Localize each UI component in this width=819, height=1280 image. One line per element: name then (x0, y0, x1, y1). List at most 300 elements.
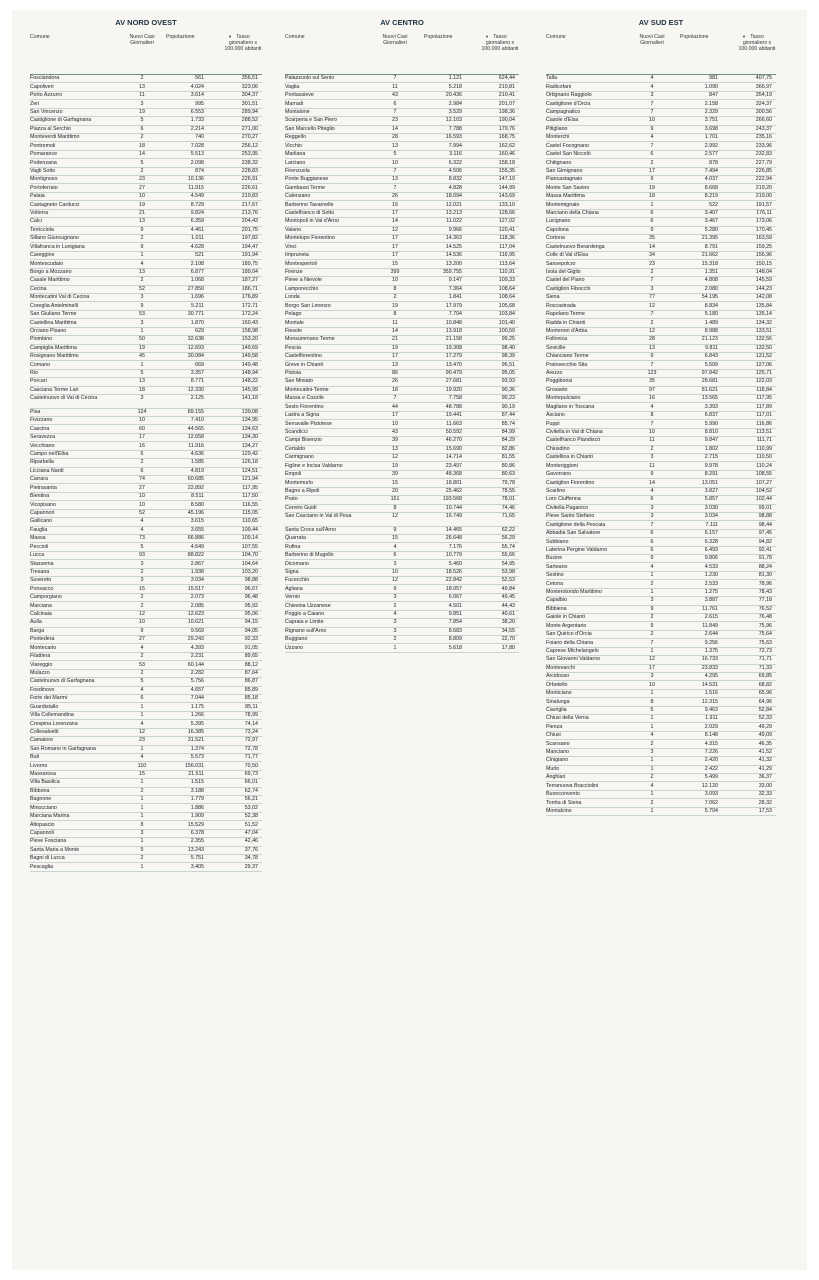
table-row (30, 560, 262, 568)
cell-tasso: 150,15 (755, 260, 772, 267)
table-row (30, 395, 262, 409)
cell-comune: Viareggio (30, 661, 53, 668)
cell-tasso: 74,46 (501, 504, 515, 511)
table-row (30, 830, 262, 838)
cell-nuovi-casi: 11 (649, 437, 655, 444)
cell-nuovi-casi: 6 (650, 538, 654, 545)
cell-nuovi-casi: 13 (139, 269, 145, 275)
cell-nuovi-casi: 13 (392, 142, 398, 149)
table-row (546, 538, 776, 546)
cell-tasso: 172,71 (241, 302, 258, 309)
header-comune[interactable]: Comune (546, 34, 566, 40)
cell-tasso: 235,16 (755, 134, 772, 141)
cell-nuovi-casi: 4 (393, 543, 397, 550)
column-av-nord-ovest (30, 10, 262, 872)
cell-comune: Campagnatico (546, 108, 581, 115)
cell-nuovi-casi: 1 (650, 765, 654, 772)
cell-nuovi-casi: 3 (140, 294, 144, 301)
cell-comune: Montale (285, 319, 304, 326)
cell-tasso: 104,64 (241, 560, 258, 567)
cell-nuovi-casi: 1 (650, 690, 654, 697)
table-row (285, 429, 519, 437)
table-row (285, 479, 519, 487)
cell-comune: Palaia (30, 193, 45, 200)
cell-tasso: 300,56 (755, 108, 772, 115)
cell-tasso: 75,64 (758, 631, 772, 638)
cell-popolazione: 4.501 (448, 602, 462, 609)
cell-comune: Rignano sull'Arno (285, 627, 327, 634)
cell-comune: Massa e Cozzile (285, 395, 324, 402)
cell-nuovi-casi: 23 (649, 260, 655, 267)
cell-comune: Torrita di Siena (546, 799, 582, 806)
cell-nuovi-casi: 7 (393, 108, 397, 115)
cell-nuovi-casi: 6 (393, 552, 397, 559)
table-row (30, 142, 262, 150)
cell-tasso: 109,33 (498, 277, 515, 284)
cell-tasso: 98,88 (758, 513, 772, 520)
cell-comune: Tresana (30, 568, 50, 575)
cell-nuovi-casi: 7 (650, 420, 654, 427)
cell-popolazione: 4.295 (704, 673, 718, 680)
table-row (30, 109, 262, 117)
cell-comune: Suvereto (30, 577, 52, 584)
cell-tasso: 96,51 (501, 361, 515, 368)
header-tasso[interactable]: Tasso giornaliero x 100.000 abitanti (224, 34, 262, 52)
cell-popolazione: 27.681 (445, 378, 462, 385)
cell-tasso: 71,77 (244, 754, 258, 761)
cell-comune: Capannori (30, 509, 55, 516)
cell-tasso: 210,81 (498, 83, 515, 90)
cell-popolazione: 2.085 (190, 602, 204, 609)
table-row (30, 863, 262, 871)
cell-comune: Piazza al Serchio (30, 125, 71, 132)
cell-comune: Castiglion Fiorentino (546, 479, 595, 486)
header-nuovi-casi[interactable]: Nuovi Casi Giornalieri (639, 34, 665, 46)
table-row (30, 476, 262, 484)
cell-nuovi-casi: 7 (650, 361, 654, 368)
cell-nuovi-casi: 3 (393, 594, 397, 601)
cell-popolazione: 44.565 (187, 425, 204, 432)
cell-popolazione: 5.211 (191, 302, 204, 309)
cell-comune: Vagli Sotto (30, 167, 56, 174)
cell-comune: Guardistallo (30, 703, 59, 710)
table-row (546, 521, 776, 529)
table-row (285, 328, 519, 336)
cell-tasso: 162,62 (498, 142, 515, 149)
cell-comune: Subbiano (546, 538, 569, 545)
cell-nuovi-casi: 14 (649, 243, 655, 250)
cell-popolazione: 9.847 (704, 437, 718, 444)
cell-nuovi-casi: 19 (139, 201, 145, 208)
cell-tasso: 144,99 (498, 184, 515, 191)
cell-tasso: 145,99 (241, 386, 258, 393)
cell-nuovi-casi: 13 (139, 378, 145, 385)
table-row (546, 555, 776, 563)
cell-nuovi-casi: 17 (392, 353, 398, 360)
cell-popolazione: 30.771 (187, 311, 204, 318)
cell-tasso: 148,04 (755, 269, 772, 275)
cell-nuovi-casi: 18 (392, 386, 398, 393)
cell-comune: Sestino (546, 572, 564, 579)
table-row (30, 218, 262, 226)
cell-nuovi-casi: 7 (650, 108, 654, 115)
cell-comune: Campi Bisenzio (285, 437, 322, 444)
table-row (546, 126, 776, 134)
cell-popolazione: 8.148 (704, 732, 718, 739)
cell-tasso: 98,40 (501, 344, 515, 351)
sort-desc-icon[interactable]: ▼ (228, 34, 232, 39)
cell-comune: Cortona (546, 235, 565, 242)
cell-nuovi-casi: 2 (650, 445, 654, 452)
cell-nuovi-casi: 4 (650, 732, 654, 739)
cell-popolazione: 10.136 (187, 176, 204, 183)
table-row (546, 345, 776, 353)
cell-comune: Calci (30, 218, 42, 225)
table-row (546, 681, 776, 689)
table-row (285, 611, 519, 619)
cell-popolazione: 25.462 (445, 487, 462, 494)
cell-popolazione: 5.499 (704, 774, 718, 781)
cell-comune: Castelnuovo di Garfagnana (30, 678, 95, 685)
cell-comune: Marciano della Chiana (546, 210, 599, 217)
cell-popolazione: 4.628 (190, 243, 204, 250)
table-row (546, 319, 776, 327)
cell-popolazione: 29.243 (187, 636, 204, 643)
sort-desc-icon[interactable]: ▼ (485, 34, 489, 39)
cell-tasso: 46,35 (758, 740, 772, 747)
table-row (546, 302, 776, 310)
cell-comune: Marradi (285, 100, 303, 107)
table-row (30, 788, 262, 796)
cell-comune: Vecchiano (30, 442, 55, 449)
table-row (546, 791, 776, 799)
table-row (30, 417, 262, 425)
cell-nuovi-casi: 44 (392, 403, 398, 410)
cell-popolazione: 21.511 (188, 771, 204, 778)
table-row (285, 142, 519, 150)
cell-comune: Montecarlo (30, 644, 57, 651)
cell-popolazione: 521 (195, 252, 204, 259)
cell-tasso: 127,06 (755, 361, 772, 368)
cell-nuovi-casi: 8 (650, 412, 654, 419)
cell-comune: Vaiano (285, 226, 302, 233)
cell-popolazione: 1.266 (190, 712, 204, 719)
cell-nuovi-casi: 4 (650, 782, 654, 789)
cell-popolazione: 3.357 (190, 370, 204, 377)
table-row (546, 513, 776, 521)
cell-comune: Ponsacco (30, 585, 54, 592)
cell-tasso: 238,32 (241, 159, 258, 166)
cell-tasso: 133,51 (755, 327, 772, 334)
cell-nuovi-casi: 23 (139, 176, 145, 183)
cell-tasso: 92,41 (758, 546, 772, 553)
cell-tasso: 69,85 (758, 673, 772, 680)
cell-nuovi-casi: 21 (139, 210, 145, 217)
cell-tasso: 17,53 (758, 808, 772, 814)
table-row (30, 151, 262, 159)
table-row (30, 838, 262, 846)
cell-tasso: 69,73 (244, 771, 258, 778)
cell-comune: Rio (30, 370, 38, 377)
cell-nuovi-casi: 2 (140, 602, 144, 609)
cell-comune: Agliana (285, 585, 303, 592)
cell-nuovi-casi: 6 (650, 218, 654, 225)
table-row (30, 619, 262, 627)
table-body (285, 74, 519, 653)
cell-comune: Magliano in Toscana (546, 403, 595, 410)
cell-tasso: 36,37 (758, 774, 772, 781)
cell-tasso: 143,69 (498, 193, 515, 200)
cell-nuovi-casi: 9 (650, 555, 654, 562)
cell-comune: Bibbiena (546, 605, 567, 612)
cell-tasso: 55,74 (501, 543, 515, 550)
header-nuovi-casi[interactable]: Nuovi Casi Giornalieri (129, 34, 155, 46)
cell-nuovi-casi: 45 (139, 353, 145, 360)
cell-nuovi-casi: 19 (649, 184, 655, 191)
cell-popolazione: 4.024 (190, 83, 204, 90)
table-row (285, 252, 519, 260)
cell-popolazione: 9.147 (448, 277, 462, 284)
header-nuovi-casi[interactable]: Nuovi Casi Giornalieri (382, 34, 408, 46)
cell-popolazione: 1.909 (190, 813, 204, 820)
table-row (30, 159, 262, 167)
cell-comune: Sillano Giuncugnano (30, 235, 79, 242)
table-row (285, 552, 519, 560)
cell-comune: Monteriggioni (546, 462, 578, 469)
table-row (546, 294, 776, 302)
cell-tasso: 52,33 (758, 715, 772, 722)
page (12, 10, 807, 1270)
cell-tasso: 366,97 (755, 83, 772, 90)
table-row (546, 412, 776, 420)
cell-popolazione: 4.461 (190, 226, 204, 233)
table-row (546, 673, 776, 681)
cell-popolazione: 4.808 (704, 277, 718, 284)
cell-tasso: 93,93 (501, 378, 515, 385)
cell-comune: Podenzana (30, 159, 57, 166)
cell-popolazione: 561 (195, 75, 204, 82)
cell-comune: Volterra (30, 210, 49, 217)
cell-popolazione: 21.662 (701, 252, 718, 259)
cell-popolazione: 6.328 (704, 538, 718, 545)
cell-comune: Marciana Marina (30, 813, 70, 820)
cell-nuovi-casi: 6 (140, 125, 144, 132)
cell-tasso: 110,50 (756, 454, 772, 461)
cell-popolazione: 10.779 (445, 552, 462, 559)
cell-nuovi-casi: 1 (650, 201, 654, 208)
cell-nuovi-casi: 2 (140, 568, 144, 575)
cell-nuovi-casi: 9 (650, 176, 654, 183)
cell-nuovi-casi: 1 (140, 712, 144, 719)
cell-comune: Castiglione d'Orcia (546, 100, 591, 107)
table-row (285, 184, 519, 192)
cell-comune: Siena (546, 294, 560, 301)
cell-comune: Borgo a Mozzano (30, 269, 72, 275)
cell-popolazione: 60.144 (187, 661, 204, 668)
cell-nuovi-casi: 4 (140, 754, 144, 761)
cell-comune: Porto Azzurro (30, 92, 63, 99)
cell-popolazione: 8.219 (704, 193, 718, 200)
table-row (30, 527, 262, 535)
table-row (285, 269, 519, 277)
cell-popolazione: 9.463 (704, 706, 718, 713)
cell-popolazione: 5.460 (448, 560, 462, 567)
cell-comune: Londa (285, 294, 300, 301)
cell-popolazione: 12.693 (187, 344, 204, 351)
cell-popolazione: 5.704 (704, 808, 718, 814)
table-row (285, 134, 519, 142)
cell-nuovi-casi: 10 (649, 117, 655, 124)
cell-comune: San Giuliano Terme (30, 311, 77, 318)
column-av-sud-est (546, 10, 776, 816)
table-row (285, 75, 519, 83)
cell-popolazione: 32.638 (187, 336, 204, 343)
cell-comune: Pescaglia (30, 863, 53, 870)
table-row (30, 695, 262, 703)
table-row (30, 409, 262, 417)
cell-comune: Riparbella (30, 459, 54, 466)
cell-nuovi-casi: 11 (392, 319, 398, 326)
cell-popolazione: 7.044 (190, 695, 204, 702)
cell-tasso: 76,52 (758, 605, 772, 612)
table-row (546, 311, 776, 319)
table-row (285, 319, 519, 327)
table-row (285, 446, 519, 454)
table-row (546, 429, 776, 437)
header-popolazione[interactable]: Popolazione (680, 34, 709, 40)
cell-popolazione: 3.887 (704, 597, 718, 604)
header-popolazione[interactable]: Popolazione (424, 34, 453, 40)
table-row (285, 277, 519, 285)
cell-popolazione: 2.108 (190, 260, 204, 267)
table-row (285, 560, 519, 568)
cell-tasso: 98,88 (244, 577, 258, 584)
cell-popolazione: 18.094 (445, 193, 462, 200)
cell-popolazione: 3.030 (704, 504, 718, 511)
cell-tasso: 72,97 (244, 737, 258, 744)
cell-comune: San Giovanni Valdarno (546, 656, 601, 663)
cell-comune: Orciano Pisano (30, 327, 67, 334)
cell-popolazione: 5.990 (704, 420, 718, 427)
cell-popolazione: 4.657 (190, 686, 204, 693)
cell-tasso: 144,23 (755, 285, 772, 292)
table-row (546, 109, 776, 117)
cell-comune: Gallicano (30, 518, 53, 525)
cell-popolazione: 1.886 (190, 804, 204, 811)
header-tasso[interactable]: Tasso giornaliero x 100.000 abitanti (738, 34, 776, 52)
cell-tasso: 72,73 (758, 647, 772, 654)
cell-tasso: 160,46 (498, 151, 515, 158)
cell-nuovi-casi: 1 (650, 572, 654, 579)
table-row (546, 496, 776, 504)
table-row (30, 594, 262, 602)
table-row (30, 425, 262, 433)
cell-tasso: 53,98 (501, 568, 515, 575)
table-row (546, 252, 776, 260)
table-header (285, 34, 519, 74)
cell-tasso: 126,18 (241, 459, 258, 466)
cell-tasso: 117,04 (499, 243, 515, 250)
table-row (546, 589, 776, 597)
cell-nuovi-casi: 52 (139, 285, 145, 292)
cell-popolazione: 2.992 (704, 142, 718, 149)
cell-tasso: 76,48 (758, 614, 772, 621)
cell-comune: Pontedera (30, 636, 55, 643)
cell-nuovi-casi: 18 (139, 386, 145, 393)
cell-nuovi-casi: 1 (140, 813, 144, 820)
cell-comune: Chiesina Uzzanese (285, 602, 331, 609)
cell-tasso: 68,82 (758, 681, 772, 688)
cell-popolazione: 1.068 (190, 277, 204, 284)
cell-nuovi-casi: 13 (392, 445, 398, 452)
cell-tasso: 233,96 (755, 142, 772, 149)
cell-popolazione: 4.549 (190, 193, 204, 200)
table-row (546, 243, 776, 251)
cell-comune: Borgo San Lorenzo (285, 302, 331, 309)
cell-nuovi-casi: 17 (392, 243, 398, 250)
cell-popolazione: 12.623 (187, 611, 204, 618)
cell-tasso: 156,96 (755, 252, 772, 259)
header-comune[interactable]: Comune (285, 34, 305, 40)
table-row (546, 184, 776, 192)
cell-comune: Villafranca in Lunigiana (30, 243, 85, 250)
cell-popolazione: 11.849 (702, 622, 718, 629)
cell-tasso: 141,18 (241, 395, 258, 402)
cell-comune: Aulla (30, 619, 42, 626)
cell-popolazione: 5.280 (704, 226, 718, 233)
cell-tasso: 116,55 (242, 501, 258, 508)
cell-popolazione: 10.848 (445, 319, 462, 326)
table-row (30, 176, 262, 184)
header-tasso[interactable]: Tasso giornaliero x 100.000 abitanti (481, 34, 519, 52)
cell-nuovi-casi: 5 (140, 117, 144, 124)
header-popolazione[interactable]: Popolazione (166, 34, 195, 40)
cell-tasso: 103,20 (241, 568, 258, 575)
cell-nuovi-casi: 15 (392, 260, 398, 267)
cell-nuovi-casi: 7 (393, 75, 397, 82)
cell-nuovi-casi: 1 (140, 796, 144, 803)
cell-tasso: 71,65 (501, 513, 515, 520)
table-row (30, 353, 262, 361)
cell-comune: Barberino di Mugello (285, 552, 334, 559)
sort-desc-icon[interactable]: ▼ (742, 34, 746, 39)
table-row (285, 302, 519, 310)
cell-popolazione: 10.744 (445, 504, 462, 511)
cell-tasso: 84,29 (501, 437, 515, 444)
header-comune[interactable]: Comune (30, 34, 50, 40)
cell-nuovi-casi: 9 (650, 471, 654, 478)
cell-popolazione: 7.854 (448, 619, 462, 626)
table-row (30, 387, 262, 395)
cell-comune: Fivizzano (30, 417, 53, 424)
cell-tasso: 47,04 (244, 830, 258, 837)
cell-tasso: 85,11 (245, 703, 258, 710)
cell-tasso: 198,36 (498, 108, 515, 115)
cell-popolazione: 3.034 (190, 577, 204, 584)
cell-tasso: 28,32 (758, 799, 772, 806)
table-row (546, 134, 776, 142)
cell-popolazione: 6.553 (190, 108, 204, 115)
cell-tasso: 194,47 (241, 243, 258, 250)
table-row (30, 493, 262, 501)
table-row (285, 117, 519, 125)
table-row (285, 403, 519, 411)
cell-popolazione: 5.395 (190, 720, 204, 727)
cell-nuovi-casi: 14 (392, 327, 398, 334)
cell-tasso: 104,52 (755, 487, 772, 494)
cell-tasso: 266,60 (755, 117, 772, 124)
cell-tasso: 109,14 (241, 535, 258, 542)
